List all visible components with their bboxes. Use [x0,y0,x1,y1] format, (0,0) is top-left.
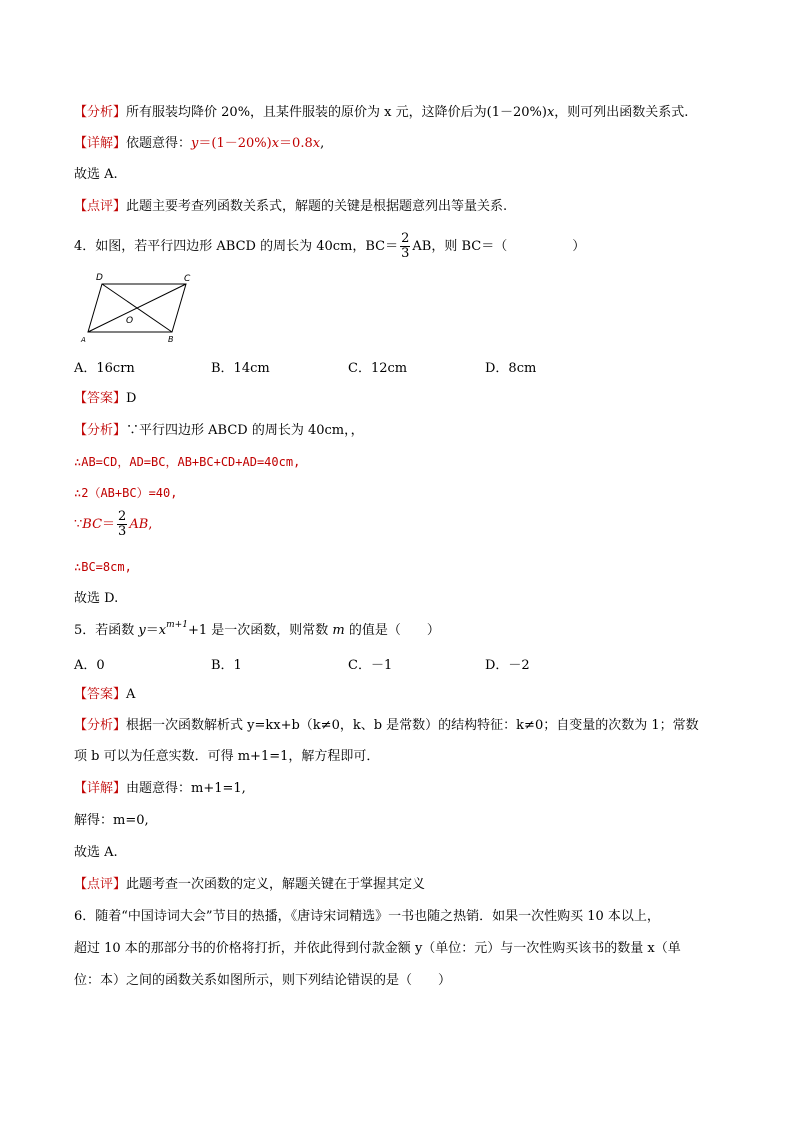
q5-answer [74,686,135,704]
q5-stem-y: y [138,623,146,638]
q6-stem-line-1: 6．随着“中国诗词大会”节目的热播，《唐诗宋词精选》一书也随之热销．如果一次性购买 10 本以上， [74,909,660,924]
q4-option-b[interactable]: B．14cm [211,361,270,376]
q3-choose: 故选 A. [74,167,118,182]
q4-step-3 [74,510,152,540]
q3-detail-end: , [320,136,325,151]
q5-option-c[interactable]: C．－1 [348,658,393,673]
q4-stem-text-a: 4．如图，若平行四边形 ABCD 的周长为 40cm，BC＝ [74,239,399,254]
q4-step-3-fraction [117,510,127,539]
q4-stem-fraction [400,232,410,261]
q5-answer-text: A [126,687,136,702]
q5-solve: 解得：m=0, [74,813,149,828]
q3-comment [74,198,507,216]
q5-stem-a: 5．若函数 [74,623,139,638]
comment-tag: 【点评】 [74,877,127,892]
q4-option-d[interactable]: D．8cm [485,361,537,376]
fraction-denominator: 3 [401,246,410,261]
label-d: D [96,273,103,283]
q4-step-3-rhs: AB [129,517,149,532]
label-b: B [168,335,174,344]
q4-answer [74,390,136,408]
q4-answer-text: D [126,391,137,406]
q3-detail-x1: x [271,136,280,151]
q5-detail [74,780,246,798]
q4-option-c[interactable]: C．12cm [348,361,408,376]
q5-analysis-text: 根据一次函数解析式 y=kx+b（k≠0，k、b 是常数）的结构特征：k≠0；自变量的次数为 1；常数 [126,718,699,733]
analysis-tag: 【分析】 [74,423,127,438]
label-c: C [184,274,191,284]
q5-comment [74,876,425,894]
q5-analysis-1 [74,717,699,735]
answer-tag: 【答案】 [74,687,127,702]
q3-comment-text: 此题主要考查列函数关系式，解题的关键是根据题意列出等量关系. [126,199,508,214]
q4-step-3-end: , [148,517,153,532]
q4-step-3-pre: ∵ [74,517,83,532]
detail-tag: 【详解】 [74,136,127,151]
analysis-tag: 【分析】 [74,718,127,733]
answer-tag: 【答案】 [74,391,127,406]
q4-analysis [74,422,364,440]
q5-stem-b: +1 是一次函数，则常数 [187,623,333,638]
q5-stem-exponent: m+1 [166,620,188,630]
q3-analysis [74,104,688,122]
q5-choose: 故选 A. [74,845,118,860]
q4-step-3-lhs: BC [82,517,103,532]
q3-detail-x2: x [312,136,321,151]
fraction-numerator: 2 [401,231,410,246]
detail-tag: 【详解】 [74,781,127,796]
q4-step-4: ∴BC=8cm, [74,560,132,574]
q5-option-a[interactable]: A．0 [74,658,105,673]
q3-analysis-text-b: ，则可列出函数关系式. [554,105,689,120]
analysis-tag: 【分析】 [74,105,127,120]
q5-option-b[interactable]: B．1 [211,658,242,673]
q4-choose: 故选 D. [74,591,119,606]
q5-detail-text: 由题意得：m+1=1, [126,781,246,796]
diagonal-bd [102,284,172,332]
comment-tag: 【点评】 [74,199,127,214]
q4-step-2: ∴2（AB+BC）=40, [74,486,178,500]
q4-step-1: ∴AB=CD，AD=BC，AB+BC+CD+AD=40cm, [74,455,301,469]
q5-stem-m: m [332,623,345,638]
label-o: O [126,316,134,326]
parallelogram-figure [78,270,198,345]
q5-option-d[interactable]: D．－2 [485,658,530,673]
q5-stem-eq: ＝ [145,623,159,638]
q3-analysis-text-a: 所有服装均降价 20%，且某件服装的原价为 x 元，这降价后为(1－20%) [126,105,547,120]
q3-analysis-var: x [546,105,555,120]
q6-stem-line-2: 超过 10 本的那部分书的价格将打折，并依此得到付款金额 y（单位：元）与一次性购买该书的数量 x（单 [74,941,681,956]
label-a: A [81,336,86,344]
q3-detail-eq2: ＝0.8 [279,136,313,151]
q3-detail [74,135,324,153]
q4-stem [74,232,585,262]
q5-analysis-2: 项 b 可以为任意实数．可得 m+1=1，解方程即可． [74,749,380,764]
q4-analysis-text: ∵平行四边形 ABCD 的周长为 40cm，， [126,423,364,438]
q3-detail-y: y [191,136,199,151]
q5-stem [74,622,440,640]
fraction-denominator: 3 [118,524,127,539]
q3-detail-eq1: ＝(1－20%) [198,136,272,151]
q6-stem-line-3: 位：本）之间的函数关系如图所示，则下列结论错误的是（ ） [74,973,452,988]
q4-step-3-eq: ＝ [102,517,116,532]
q4-option-a[interactable]: A．16crn [74,361,135,376]
q4-stem-text-b: AB，则 BC＝（ ） [412,239,586,254]
q3-detail-text: 依题意得： [126,136,192,151]
fraction-numerator: 2 [118,509,127,524]
q5-stem-x: x [158,623,167,638]
q5-stem-c: 的值是（ ） [344,623,440,638]
q5-comment-text: 此题考查一次函数的定义，解题关键在于掌握其定义 [126,877,426,892]
